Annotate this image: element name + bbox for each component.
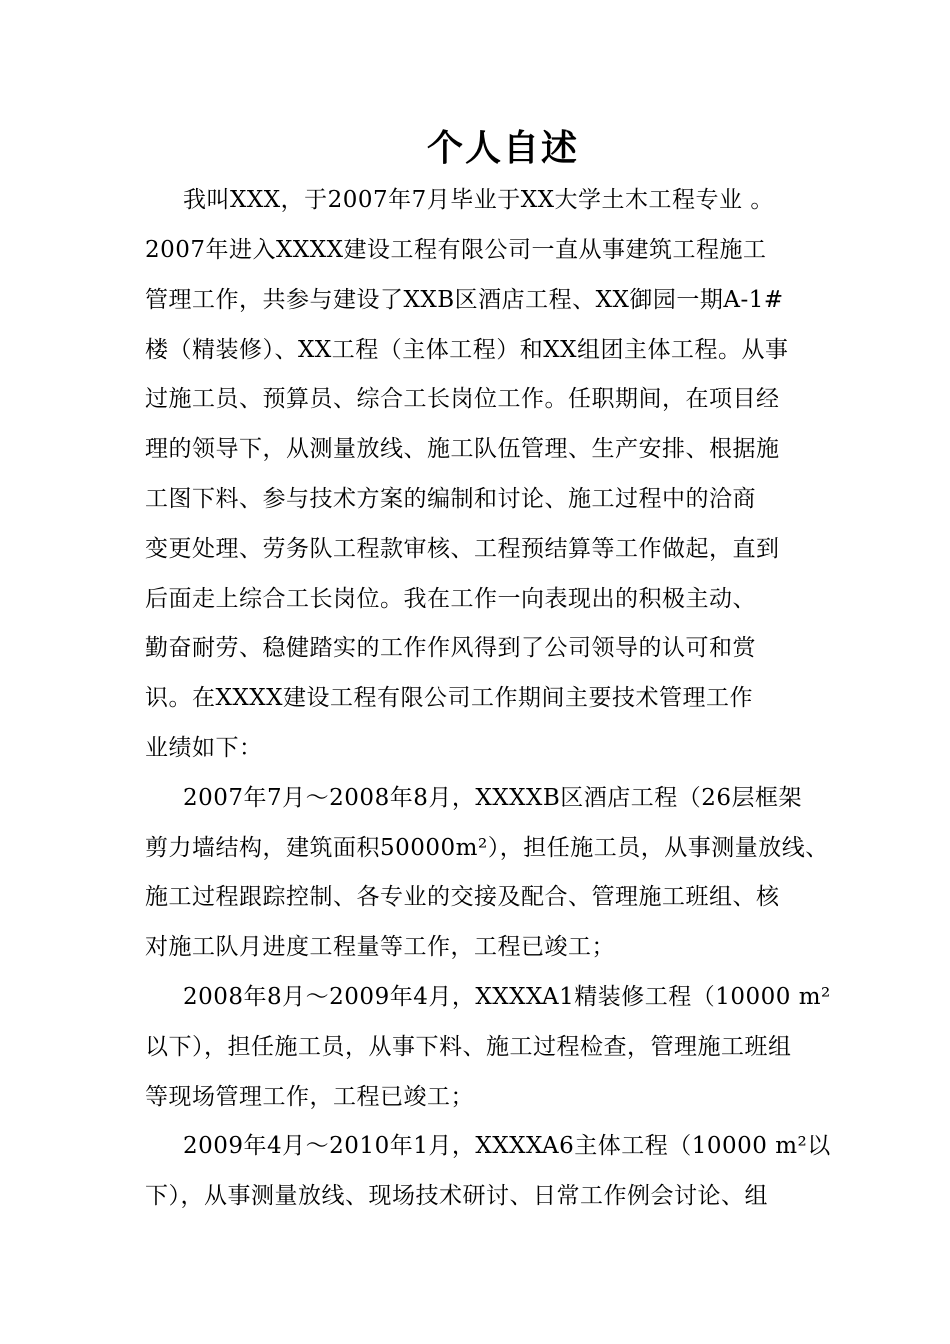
paragraph-line: 业绩如下： <box>145 735 263 761</box>
paragraph-line: 楼（精装修）、XX工程（主体工程）和XX组团主体工程。从事 <box>145 337 789 363</box>
paragraph-line: 2009年4月～2010年1月，XXXXA6主体工程（10000 m²以 <box>183 1133 831 1159</box>
paragraph-line: 2007年进入XXXX建设工程有限公司一直从事建筑工程施工 <box>145 237 767 263</box>
paragraph-line: 对施工队月进度工程量等工作，工程已竣工； <box>145 934 615 960</box>
paragraph-line: 工图下料、参与技术方案的编制和讨论、施工过程中的洽商 <box>145 486 756 512</box>
paragraph-line: 施工过程跟踪控制、各专业的交接及配合、管理施工班组、核 <box>145 884 780 910</box>
paragraph-line: 过施工员、预算员、综合工长岗位工作。任职期间，在项目经 <box>145 386 780 412</box>
paragraph-line: 以下），担任施工员，从事下料、施工过程检查，管理施工班组 <box>145 1034 792 1060</box>
paragraph-line: 后面走上综合工长岗位。我在工作一向表现出的积极主动、 <box>145 586 756 612</box>
paragraph-line: 我叫XXX，于2007年7月毕业于XX大学土木工程专业 。 <box>183 187 774 213</box>
document-title: 个人自述 <box>426 127 579 169</box>
paragraph-line: 管理工作，共参与建设了XXB区酒店工程、XX御园一期A-1# <box>145 287 784 313</box>
paragraph-line: 剪力墙结构，建筑面积50000m²），担任施工员，从事测量放线、 <box>145 835 829 861</box>
paragraph-line: 识。在XXXX建设工程有限公司工作期间主要技术管理工作 <box>145 685 753 711</box>
paragraph-line: 理的领导下，从测量放线、施工队伍管理、生产安排、根据施 <box>145 436 780 462</box>
paragraph-line: 等现场管理工作，工程已竣工； <box>145 1084 474 1110</box>
paragraph-line: 变更处理、劳务队工程款审核、工程预结算等工作做起，直到 <box>145 536 780 562</box>
paragraph-line: 下），从事测量放线、现场技术研讨、日常工作例会讨论、组 <box>145 1183 768 1209</box>
paragraph-line: 勤奋耐劳、稳健踏实的工作作风得到了公司领导的认可和赏 <box>145 635 756 661</box>
paragraph-line: 2007年7月～2008年8月，XXXXB区酒店工程（26层框架 <box>183 785 802 811</box>
paragraph-line: 2008年8月～2009年4月，XXXXA1精装修工程（10000 m² <box>183 984 831 1010</box>
